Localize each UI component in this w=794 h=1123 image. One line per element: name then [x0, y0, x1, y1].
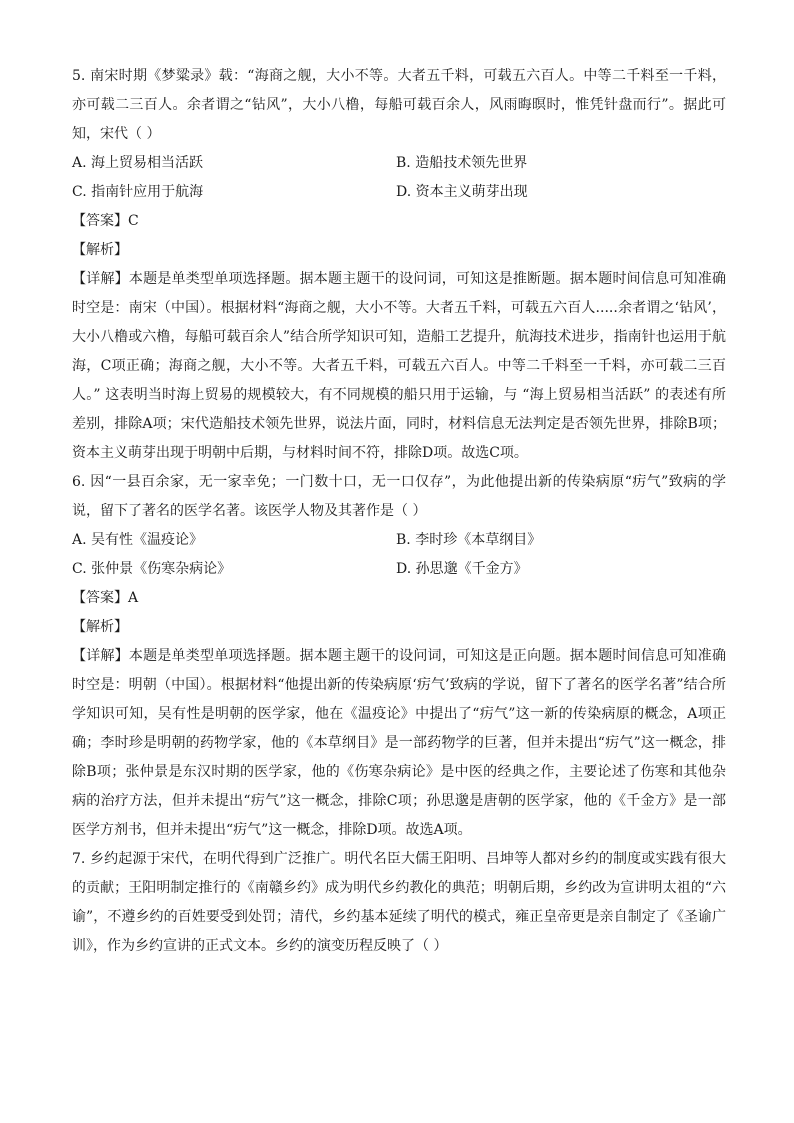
question-5-answer: 【答案】C — [72, 213, 139, 229]
question-7-stem: 7. 乡约起源于宋代，在明代得到广泛推广。明代名臣大儒王阳明、吕坤等人都对乡约的制度或实践有很大的贡献；王阳明制定推行的《南赣乡约》成为明代乡约教化的典范；明朝后期，乡约改为宣讲明太祖的“六谕”，不遵乡约的百姓要受到处罚；清代，乡约基本延续了明代的模式，雍正皇帝更是亲自制定了《圣谕广训》，作为乡约宣讲的正式文本。乡约的演变历程反映了（ ） — [72, 851, 726, 954]
question-6-answer: 【答案】A — [72, 590, 139, 606]
option-a: A. 海上贸易相当活跃 — [72, 155, 204, 171]
document-page — [72, 62, 726, 961]
question-5-options — [72, 149, 726, 207]
option-c: C. 张仲景《伤寒杂病论》 — [72, 561, 232, 577]
question-5-analysis-label: 【解析】 — [72, 242, 128, 258]
option-c: C. 指南针应用于航海 — [72, 184, 204, 200]
question-6-stem: 6. 因“一县百余家，无一家幸免；一门数十口，无一口仅存”，为此他提出新的传染病原“疠气”致病的学说，留下了著名的医学名著。该医学人物及其著作是（ ） — [72, 474, 726, 519]
question-6-analysis-label: 【解析】 — [72, 619, 128, 635]
question-5-stem: 5. 南宋时期《梦粱录》载：“海商之舰，大小不等。大者五千料，可载五六百人。中等二千料至一千料，亦可载二三百人。余者谓之“钻风”，大小八橹，每船可载百余人，风雨晦暝时，惟凭针盘而行”。据此可知，宋代（ ） — [72, 68, 726, 142]
option-d: D. 孙思邈《千金方》 — [396, 561, 528, 577]
option-d: D. 资本主义萌芽出现 — [396, 184, 528, 200]
question-5-detail: 【详解】本题是单类型单项选择题。据本题主题干的设问词，可知这是推断题。据本题时间信息可知准确时空是：南宋（中国）。根据材料“海商之舰，大小不等。大者五千料，可载五六百人.....余者谓之‘钻风’，大小八橹或六橹，每船可载百余人”结合所学知识可知，造船工艺提升，航海技术进步，指南针也运用于航海，C项正确；海商之舰，大小不等。大者五千料，可载五六百人。中等二千料至一千料，亦可载二三百人。” 这表明当时海上贸易的规模较大，有不同规模的船只用于运输，与 “海上贸易相当活跃” 的表述有所差别，排除A项；宋代造船技术领先世界，说法片面，同时，材料信息无法判定是否领先世界，排除B项；资本主义萌芽出现于明朝中后期，与材料时间不符，排除D项。故选C项。 — [72, 271, 726, 461]
question-6-options — [72, 526, 726, 584]
question-6-detail: 【详解】本题是单类型单项选择题。据本题主题干的设问词，可知这是正向题。据本题时间信息可知准确时空是：明朝（中国）。根据材料“他提出新的传染病原‘疠气’致病的学说，留下了著名的医学名著”结合所学知识可知，吴有性是明朝的医学家，他在《温疫论》中提出了“疠气”这一新的传染病原的概念，A项正确；李时珍是明朝的药物学家，他的《本草纲目》是一部药物学的巨著，但并未提出“疠气”这一概念，排除B项；张仲景是东汉时期的医学家，他的《伤寒杂病论》是中医的经典之作，主要论述了伤寒和其他杂病的治疗方法，但并未提出“疠气”这一概念，排除C项；孙思邈是唐朝的医学家，他的《千金方》是一部医学方剂书，但并未提出“疠气”这一概念，排除D项。故选A项。 — [72, 648, 726, 838]
option-a: A. 吴有性《温疫论》 — [72, 532, 204, 548]
option-b: B. 造船技术领先世界 — [396, 155, 528, 171]
option-b: B. 李时珍《本草纲目》 — [396, 532, 542, 548]
